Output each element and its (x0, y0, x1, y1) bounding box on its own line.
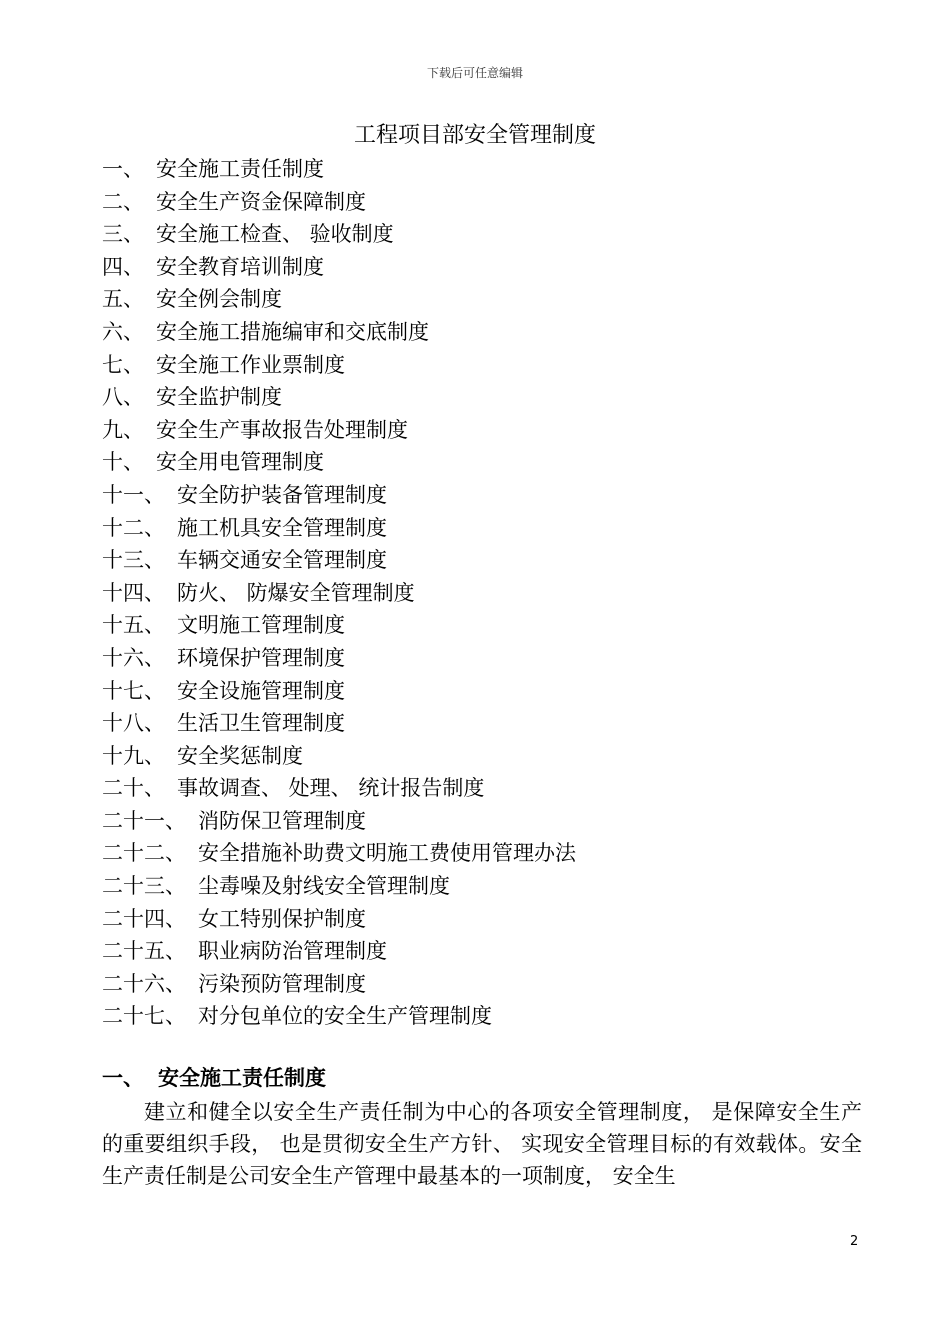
toc-item (102, 283, 576, 316)
toc-item (102, 381, 576, 414)
toc-item-text: 安全施工检查、 验收制度 (156, 222, 394, 247)
toc-item-text: 安全施工责任制度 (156, 157, 324, 181)
toc-item (102, 609, 576, 642)
toc-item (102, 446, 576, 479)
toc-item-number: 十一、 (102, 482, 165, 507)
toc-item-text: 安全措施补助费文明施工费使用管理办法 (198, 841, 576, 866)
toc-item (102, 740, 576, 773)
toc-item-number: 十九、 (102, 743, 165, 768)
toc-item-number: 一、 (102, 157, 144, 181)
toc-item (102, 186, 576, 219)
toc-item-number: 十四、 (102, 580, 165, 605)
toc-item-text: 安全生产资金保障制度 (156, 189, 366, 214)
toc-item-text: 文明施工管理制度 (177, 613, 345, 638)
toc-item (102, 707, 576, 740)
toc-item-number: 二、 (102, 189, 144, 214)
toc-item-number: 二十七、 (102, 1004, 186, 1029)
toc-item (102, 805, 576, 838)
toc-item (102, 642, 576, 675)
toc-item-text: 安全奖惩制度 (177, 743, 303, 768)
toc-item-text: 女工特别保护制度 (198, 906, 366, 931)
toc-item-number: 十八、 (102, 711, 165, 736)
toc-item-text: 安全监护制度 (156, 385, 282, 410)
toc-item-text: 职业病防治管理制度 (198, 939, 387, 964)
page-number: 2 (850, 1234, 859, 1249)
section-paragraph: 建立和健全以安全生产责任制为中心的各项安全管理制度， 是保障安全生产的重要组织手段， 也是贯彻安全生产方针、 实现安全管理目标的有效载体。安全生产责任制是公司安全生产管理中最基本的一项制度， 安全生 (102, 1100, 862, 1188)
toc-item-text: 安全施工作业票制度 (156, 352, 345, 377)
document-title: 工程项目部安全管理制度 (353, 123, 596, 148)
toc-item-number: 二十二、 (102, 841, 186, 866)
toc-item-number: 二十一、 (102, 808, 186, 833)
toc-item-number: 四、 (102, 254, 144, 279)
toc-item-text: 消防保卫管理制度 (198, 808, 366, 833)
toc-item (102, 577, 576, 610)
toc-item-number: 十七、 (102, 678, 165, 703)
toc-item-text: 安全防护装备管理制度 (177, 482, 387, 507)
toc-item-text: 安全施工措施编审和交底制度 (156, 319, 429, 344)
toc-item-number: 五、 (102, 287, 144, 312)
toc-item-text: 事故调查、 处理、 统计报告制度 (177, 776, 485, 801)
toc-item (102, 675, 576, 708)
toc-item (102, 870, 576, 903)
toc-item-text: 施工机具安全管理制度 (177, 515, 387, 540)
toc-item (102, 837, 576, 870)
toc-item (102, 218, 576, 251)
section-heading (102, 1061, 326, 1095)
toc-item (102, 903, 576, 936)
toc-item-text: 安全用电管理制度 (156, 450, 324, 475)
toc-item-text: 安全例会制度 (156, 287, 282, 312)
toc-item (102, 968, 576, 1001)
toc-item (102, 316, 576, 349)
table-of-contents (102, 153, 576, 1033)
toc-item-text: 污染预防管理制度 (198, 971, 366, 996)
toc-item (102, 544, 576, 577)
toc-item-number: 二十三、 (102, 874, 186, 899)
toc-item-number: 二十六、 (102, 971, 186, 996)
toc-item-text: 车辆交通安全管理制度 (177, 548, 387, 573)
toc-item-number: 十、 (102, 450, 144, 475)
toc-item-number: 十三、 (102, 548, 165, 573)
toc-item-text: 尘毒噪及射线安全管理制度 (198, 874, 450, 899)
toc-item-text: 环境保护管理制度 (177, 645, 345, 670)
toc-item-number: 二十五、 (102, 939, 186, 964)
toc-item-number: 十二、 (102, 515, 165, 540)
toc-item-text: 对分包单位的安全生产管理制度 (198, 1004, 492, 1029)
toc-item-text: 生活卫生管理制度 (177, 711, 345, 736)
toc-item-number: 十六、 (102, 645, 165, 670)
toc-item-text: 安全教育培训制度 (156, 254, 324, 279)
toc-item (102, 512, 576, 545)
section-heading-text: 安全施工责任制度 (158, 1066, 326, 1090)
header-note: 下载后可任意编辑 (426, 66, 523, 80)
toc-item-number: 九、 (102, 417, 144, 442)
toc-item-number: 七、 (102, 352, 144, 377)
toc-item (102, 772, 576, 805)
toc-item-number: 三、 (102, 222, 144, 247)
toc-item (102, 935, 576, 968)
toc-item (102, 153, 576, 186)
toc-item (102, 414, 576, 447)
toc-item-text: 防火、 防爆安全管理制度 (177, 580, 415, 605)
toc-item-text: 安全设施管理制度 (177, 678, 345, 703)
toc-item-number: 十五、 (102, 613, 165, 638)
toc-item (102, 1000, 576, 1033)
toc-item-number: 二十四、 (102, 906, 186, 931)
toc-item-number: 二十、 (102, 776, 165, 801)
toc-item-number: 六、 (102, 319, 144, 344)
toc-item-number: 八、 (102, 385, 144, 410)
section-heading-number: 一、 (102, 1066, 144, 1090)
toc-item (102, 349, 576, 382)
toc-item (102, 251, 576, 284)
toc-item (102, 479, 576, 512)
toc-item-text: 安全生产事故报告处理制度 (156, 417, 408, 442)
